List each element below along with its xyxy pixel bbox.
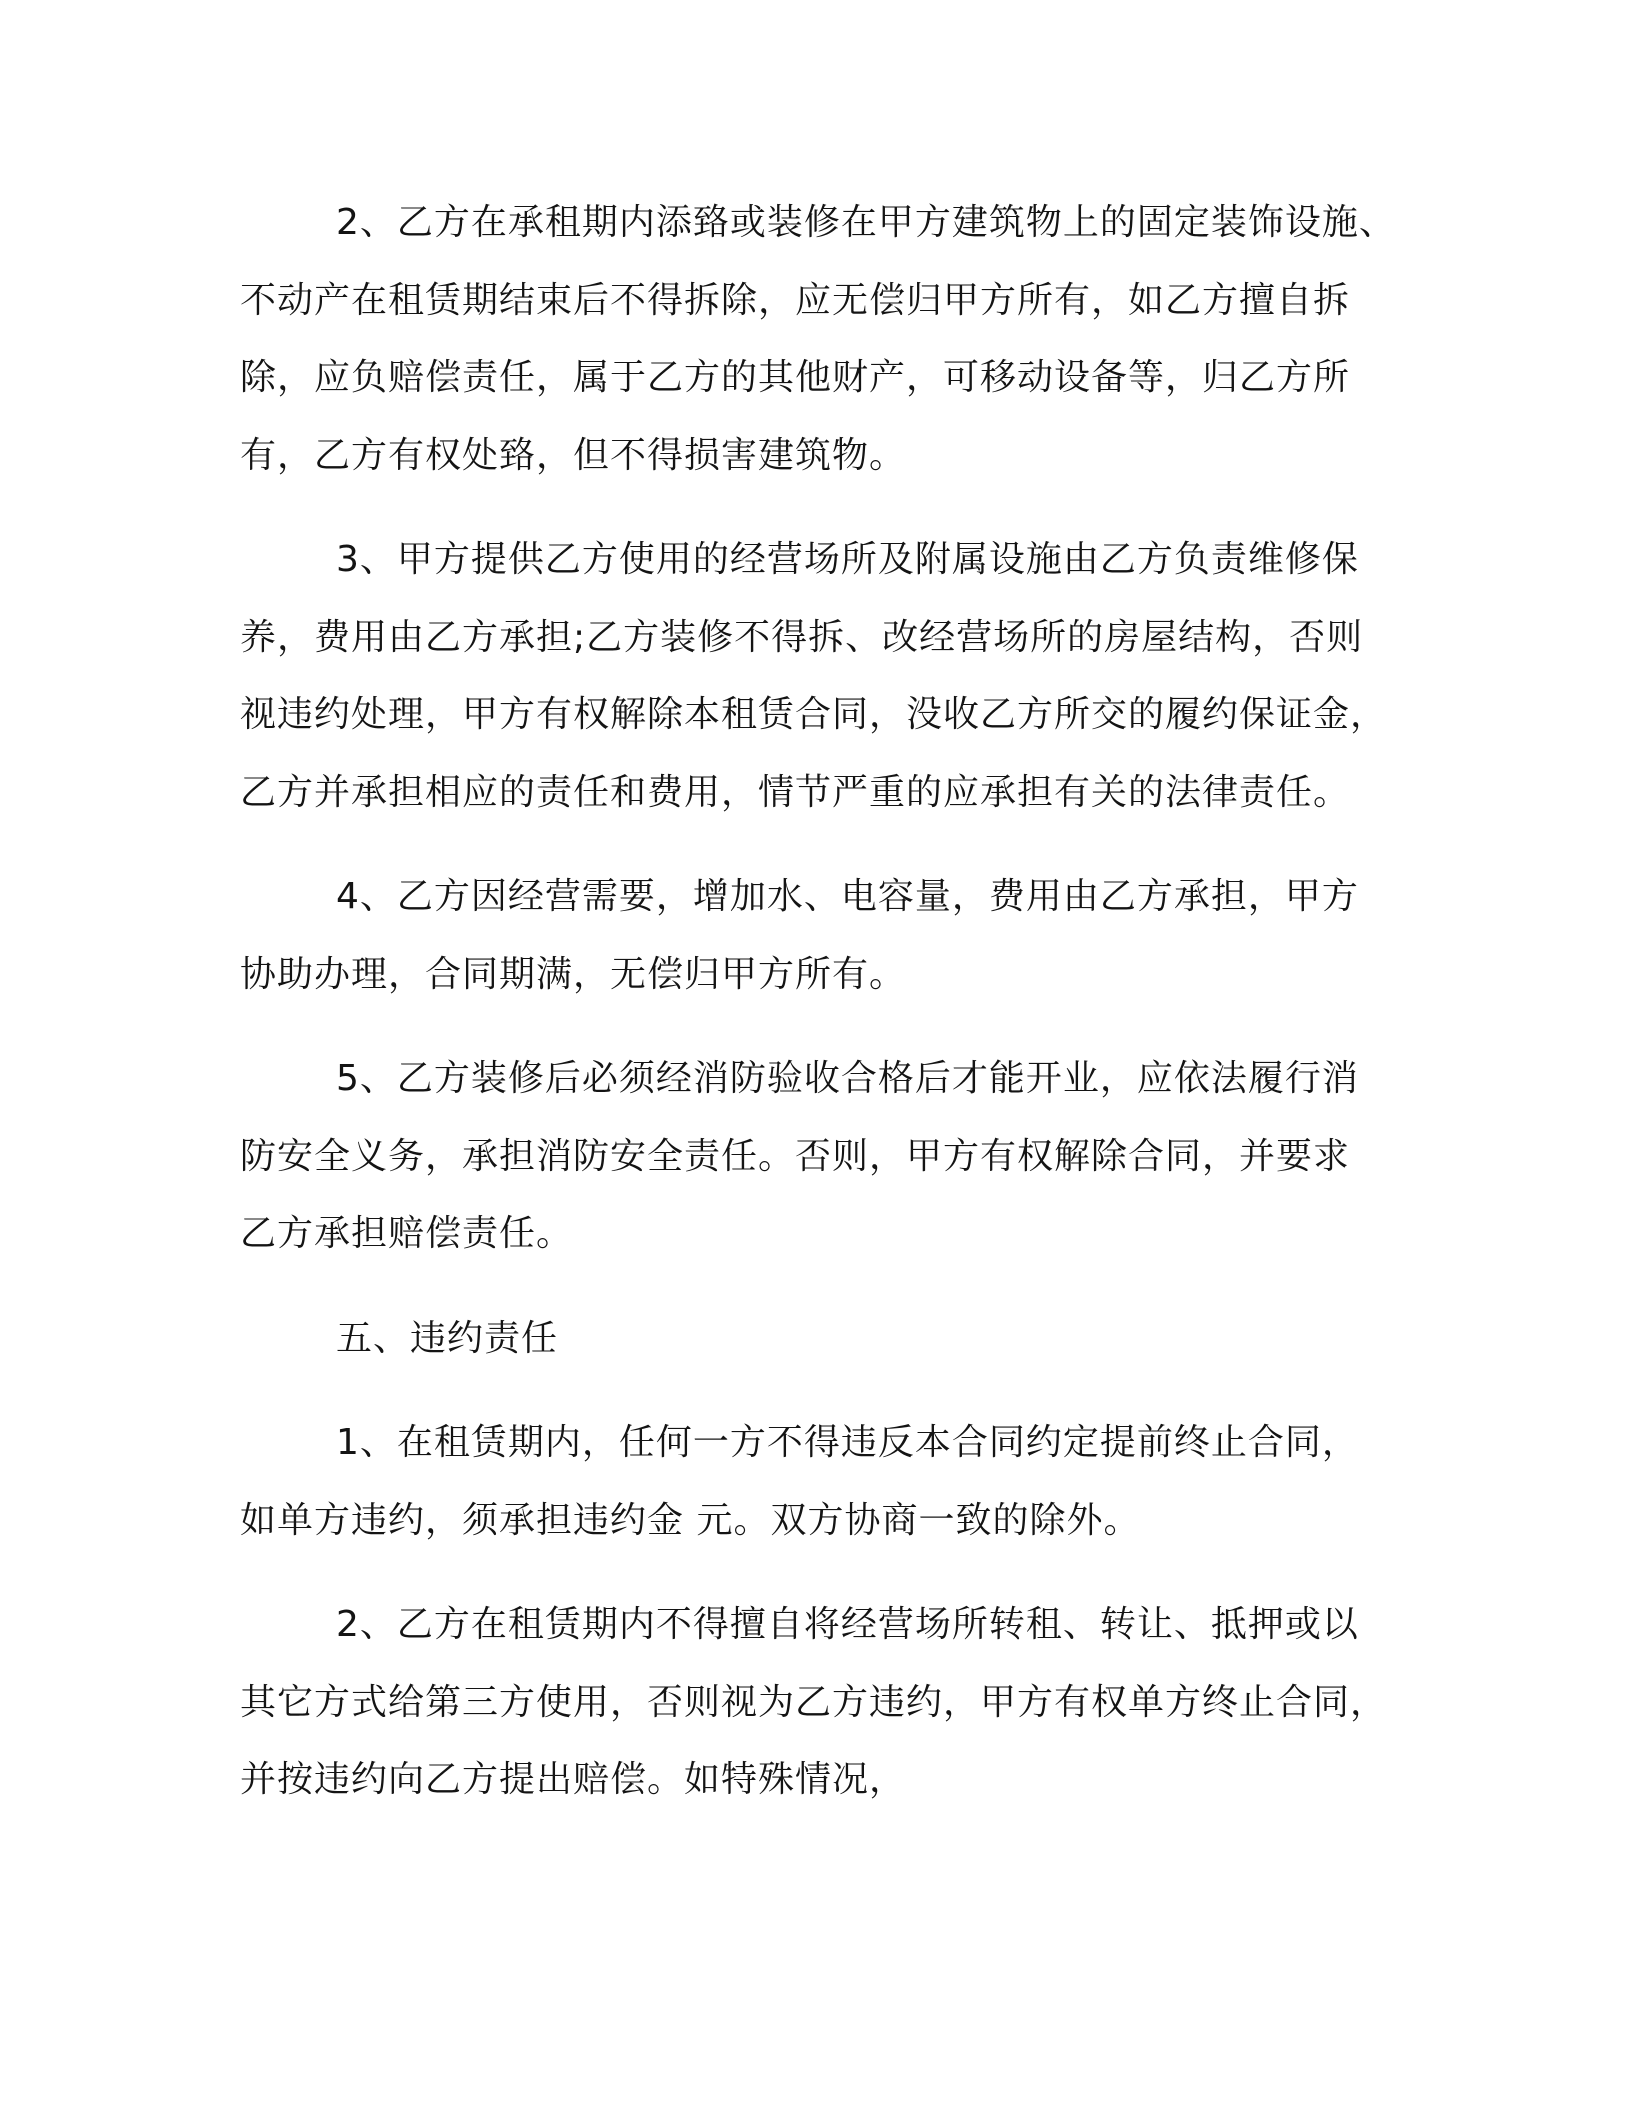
text-line: 协助办理，合同期满，无偿归甲方所有。 [240,953,907,995]
text-line: 1、在租赁期内，任何一方不得违反本合同约定提前终止合同， [336,1422,1359,1463]
text-line: 养，费用由乙方承担;乙方装修不得拆、改经营场所的房屋结构，否则 [240,616,1364,658]
text-line: 乙方承担赔偿责任。 [240,1213,574,1254]
document-body [240,184,1400,1846]
text-line: 5、乙方装修后必须经消防验收合格后才能开业，应依法履行消 [336,1058,1359,1099]
breach-clause-1 [240,1404,1400,1559]
text-line: 其它方式给第三方使用，否则视为乙方违约，甲方有权单方终止合同， [240,1681,1388,1723]
clause-2-fixtures [240,184,1400,494]
text-line: 乙方并承担相应的责任和费用，情节严重的应承担有关的法律责任。 [240,771,1351,813]
text-line: 4、乙方因经营需要，增加水、电容量，费用由乙方承担，甲方 [336,876,1359,917]
text-line: 2、乙方在承租期内添臵或装修在甲方建筑物上的固定装饰设施、 [336,202,1396,243]
text-line: 防安全义务，承担消防安全责任。否则，甲方有权解除合同，并要求 [240,1135,1351,1177]
text-line: 视违约处理，甲方有权解除本租赁合同，没收乙方所交的履约保证金， [240,694,1388,735]
text-line: 并按违约向乙方提出赔偿。如特殊情况， [240,1759,907,1800]
clause-4-utilities [240,858,1400,1013]
clause-5-fire-safety [240,1040,1400,1273]
text-line: 有，乙方有权处臵，但不得损害建筑物。 [240,434,907,476]
section-heading: 五、违约责任 [336,1317,559,1359]
text-line: 不动产在租赁期结束后不得拆除，应无偿归甲方所有，如乙方擅自拆 [240,279,1351,321]
breach-clause-2 [240,1586,1400,1819]
text-line: 3、甲方提供乙方使用的经营场所及附属设施由乙方负责维修保 [336,539,1359,580]
text-line: 2、乙方在租赁期内不得擅自将经营场所转租、转让、抵押或以 [336,1604,1359,1645]
text-line: 如单方违约，须承担违约金 元。双方协商一致的除外。 [240,1499,1141,1541]
clause-3-maintenance [240,521,1400,831]
text-line: 除，应负赔偿责任，属于乙方的其他财产，可移动设备等，归乙方所 [240,357,1351,398]
section-heading-breach [240,1300,1400,1378]
